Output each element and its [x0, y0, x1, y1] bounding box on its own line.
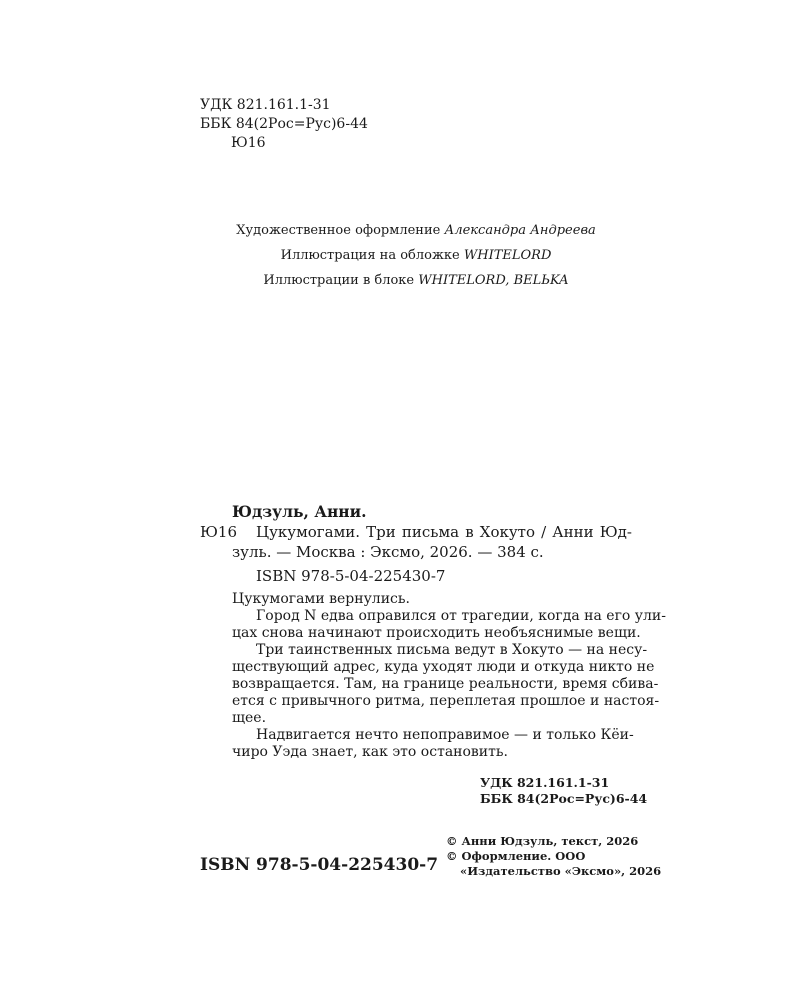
bbk-code: ББК 84(2Рос=Рус)6-44 [200, 116, 368, 132]
annotation-line: возвращается. Там, на границе реальности, время сбива- [232, 676, 659, 692]
copyright-block [446, 834, 661, 879]
footer-udk: УДК 821.161.1-31 [480, 775, 610, 790]
annotation-line: Надвигается нечто непоправимое — и только Кёи- [256, 727, 634, 743]
credit-cover [0, 243, 800, 268]
annotation-line: ется с привычного ритма, переплетая прошлое и настоя- [232, 693, 660, 709]
credit-cover-name: WHITELORD [463, 248, 552, 263]
classification-block [200, 96, 368, 153]
footer-codes [480, 775, 647, 807]
footer-bbk: ББК 84(2Рос=Рус)6-44 [480, 791, 648, 806]
annotation-line: цах снова начинают происходить необъяснимые вещи. [232, 625, 641, 641]
footer-isbn: ISBN 978-5-04-225430-7 [200, 855, 439, 875]
credit-design [0, 218, 800, 243]
annotation-line: Три таинственных письма ведут в Хокуто — на несу- [256, 642, 648, 658]
bib-record-line-1: Цукумогами. Три письма в Хокуто / Анни Юд- [256, 523, 632, 541]
annotation-line: чиро Уэда знает, как это остановить. [232, 744, 508, 760]
copyright-design-1: © Оформление. ООО [446, 849, 586, 863]
annotation-line: щее. [232, 710, 267, 726]
annotation-line: Город N едва оправился от трагедии, когда на его ули- [256, 608, 666, 624]
credit-inner-label: Иллюстрации в блоке [263, 273, 415, 288]
annotation-line: ществующий адрес, куда уходят люди и откуда никто не [232, 659, 655, 675]
credit-inner-name: WHITELORD, BELЬKA [418, 273, 569, 288]
copyright-text: © Анни Юдзуль, текст, 2026 [446, 834, 639, 848]
copyright-design-2: «Издательство «Эксмо», 2026 [460, 864, 662, 878]
credit-design-name: Александра Андреева [444, 223, 596, 238]
bib-isbn: ISBN 978-5-04-225430-7 [256, 567, 446, 585]
annotation-line: Цукумогами вернулись. [232, 591, 410, 607]
bib-author-heading: Юдзуль, Анни. [232, 502, 367, 521]
credit-inner [0, 268, 800, 293]
bib-author-mark: Ю16 [200, 523, 237, 541]
author-mark: Ю16 [231, 135, 266, 151]
credit-cover-label: Иллюстрация на обложке [280, 248, 460, 263]
credits-block [0, 218, 800, 293]
credit-design-label: Художественное оформление [236, 223, 441, 238]
bib-record-line-2: зуль. — Москва : Эксмо, 2026. — 384 с. [232, 543, 544, 561]
udk-code: УДК 821.161.1-31 [200, 97, 331, 113]
